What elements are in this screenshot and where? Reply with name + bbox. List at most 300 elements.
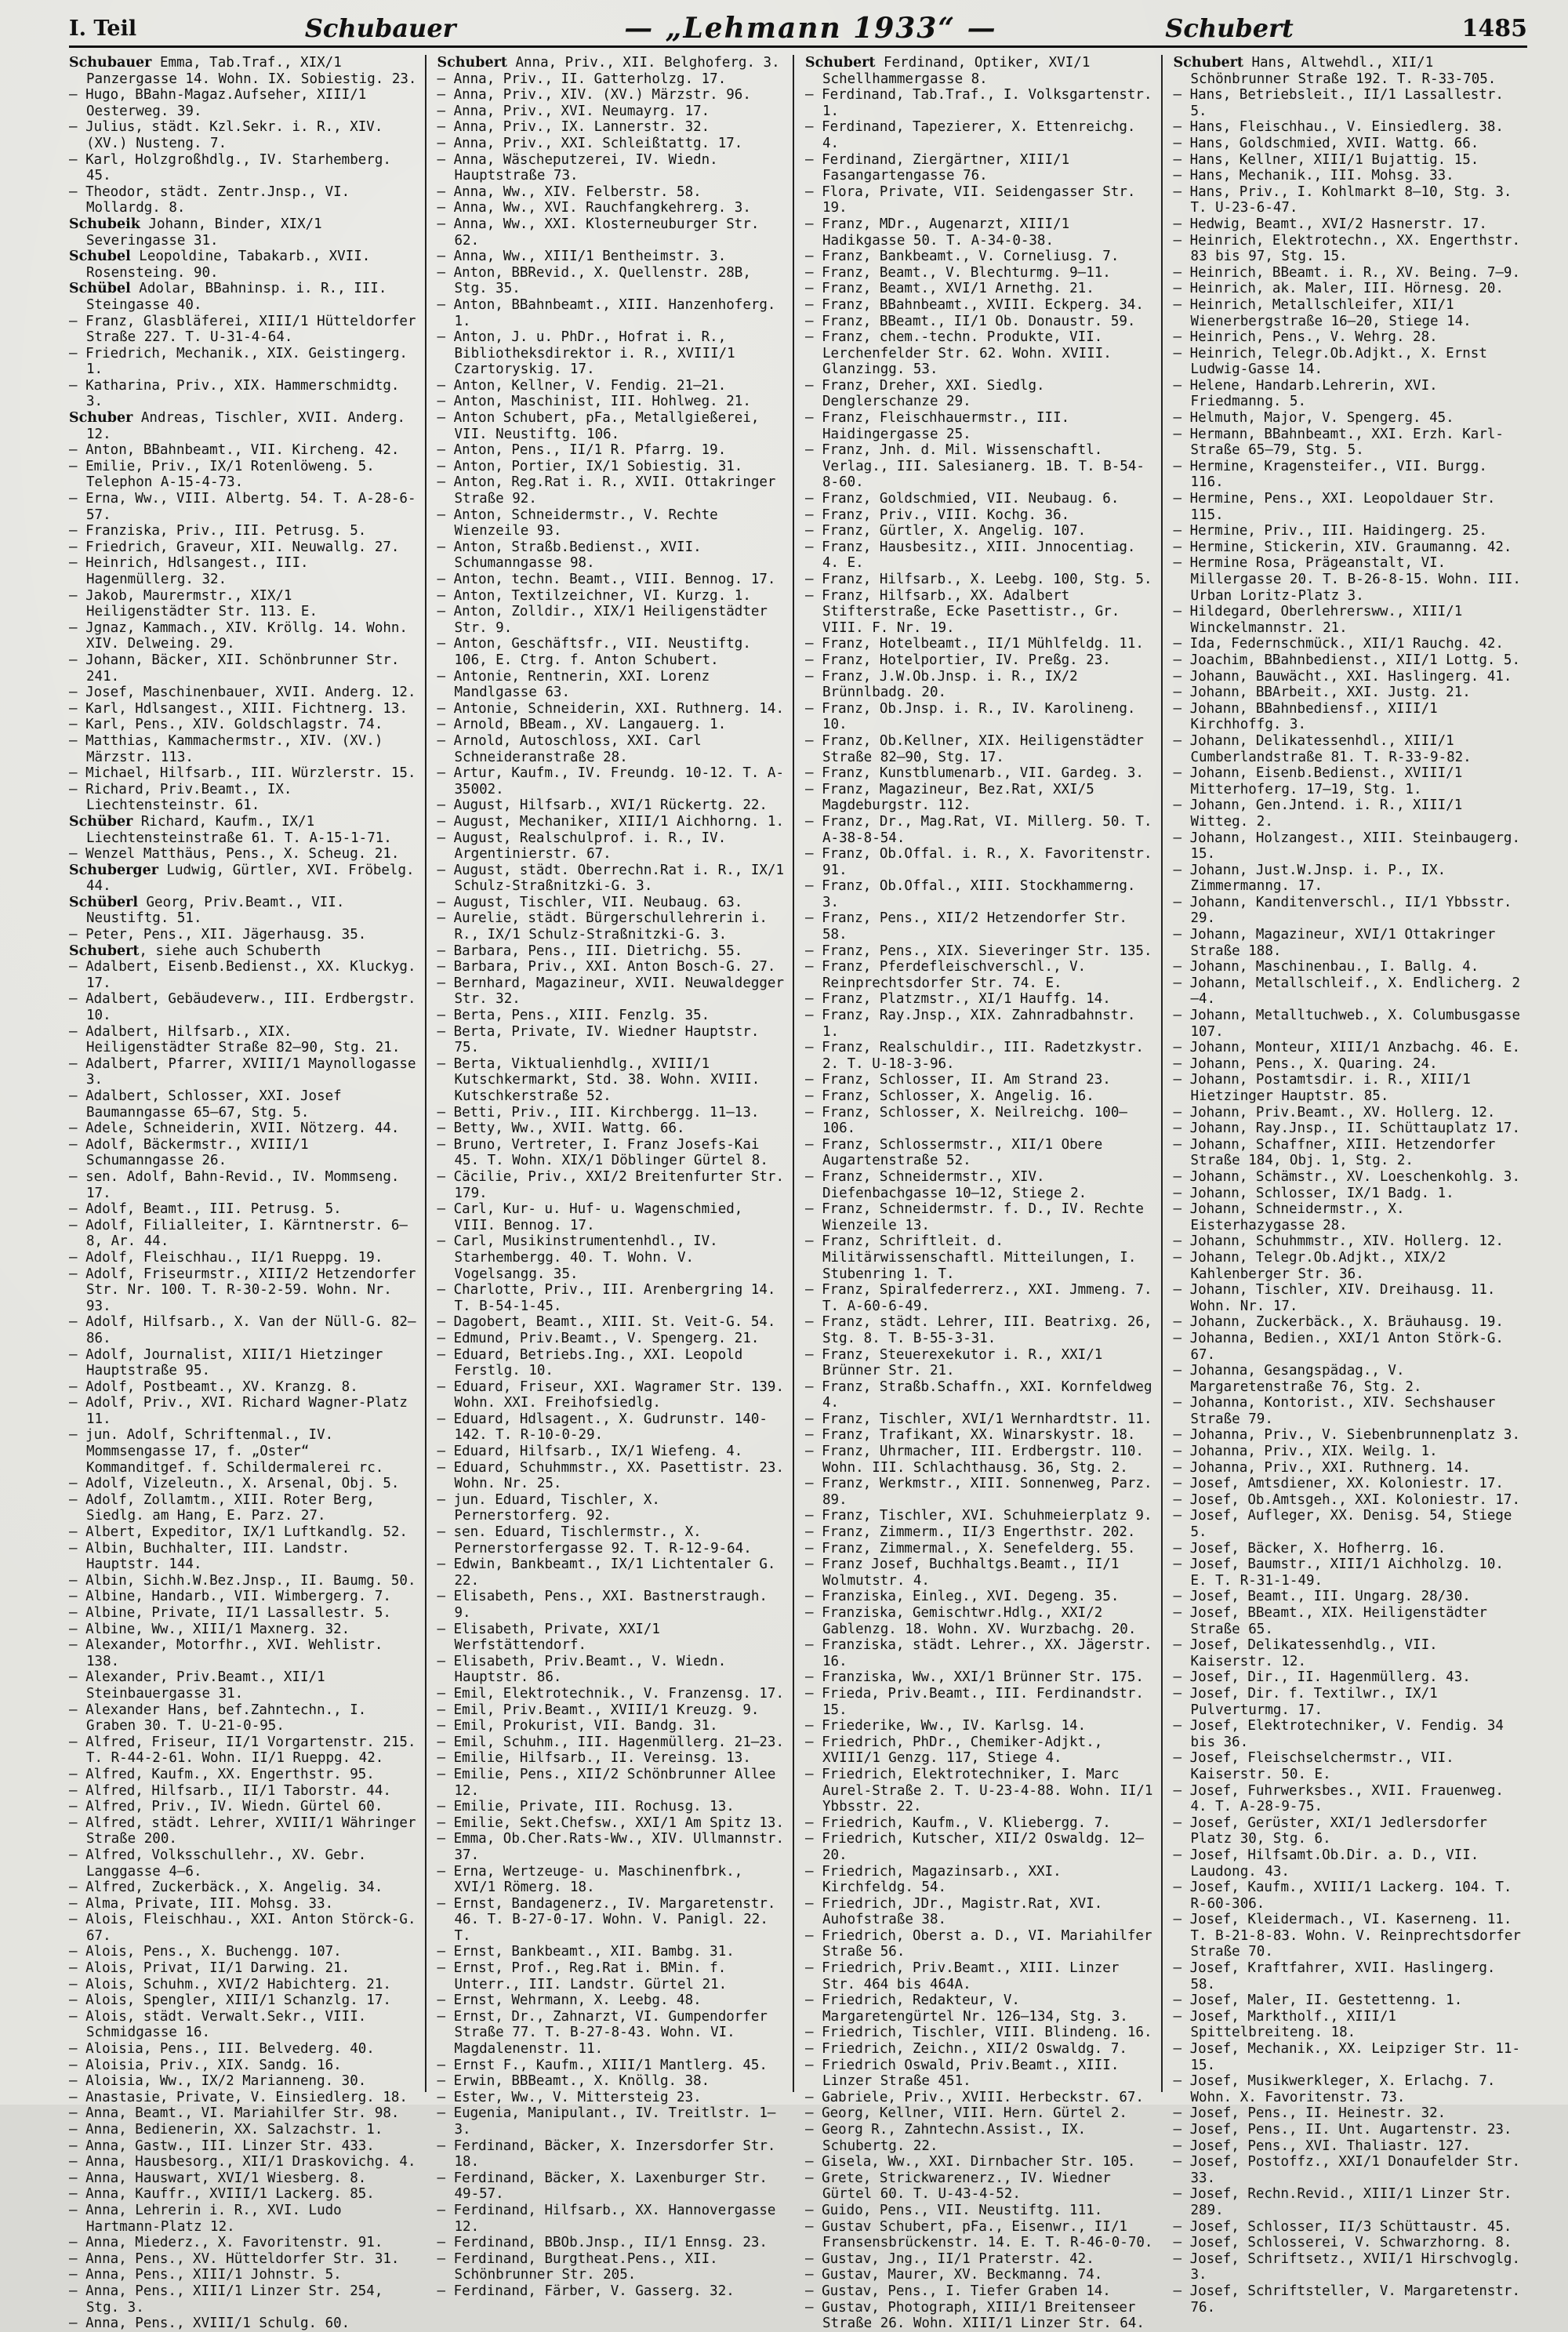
directory-entry <box>1174 1105 1523 1121</box>
directory-entry <box>805 1282 1155 1314</box>
directory-entry <box>437 1556 787 1589</box>
directory-entry <box>437 2283 787 2300</box>
directory-entry <box>437 572 787 588</box>
entry-text: — Alfred, Friseur, II/1 Vorgartenstr. 215. T. R-44-2-61. Wohn. II/1 Rueppg. 42. <box>69 1734 416 1767</box>
entry-text: — Eduard, Schuhmmstr., XX. Pasettistr. 23. Wohn. Nr. 25. <box>437 1459 785 1492</box>
directory-entry <box>69 782 419 814</box>
entry-text: — Aloisia, Priv., XIX. Sandg. 16. <box>69 2057 342 2073</box>
entry-text: — Franz, Realschuldir., III. Radetzkystr. 2. T. U-18-3-96. <box>805 1040 1144 1072</box>
entry-text: — Anna, Priv., XVI. Neumayrg. 17. <box>437 103 710 119</box>
directory-entry <box>805 1444 1155 1476</box>
entry-text: — Erna, Wertzeuge- u. Maschinenfbrk., XVI/1 Römerg. 18. <box>437 1863 743 1896</box>
directory-entry <box>69 539 419 556</box>
entry-text: — August, Hilfsarb., XVI/1 Rückertg. 22. <box>437 797 768 814</box>
entry-text: — Franz, Dreher, XXI. Siedlg. Denglerschanze 29. <box>805 377 1045 410</box>
directory-entry <box>1174 1460 1523 1477</box>
entry-surname: Schuberger <box>69 862 158 878</box>
directory-entry <box>69 314 419 346</box>
directory-entry <box>69 1266 419 1315</box>
entry-text: — Friedrich, Zeichn., XII/2 Oswaldg. 7. <box>805 2041 1127 2058</box>
directory-entry <box>1174 265 1523 282</box>
entry-text: — Franz, Schneidermstr., XIV. Diefenbachgasse 10—12, Stiege 2. <box>805 1168 1087 1201</box>
directory-entry <box>437 2058 787 2074</box>
entry-text: — Alois, Privat, II/1 Darwing. 21. <box>69 1960 350 1977</box>
directory-entry <box>805 2154 1155 2170</box>
entry-text: — Peter, Pens., XII. Jägerhausg. 35. <box>69 927 367 943</box>
directory-entry <box>69 1896 419 1912</box>
entry-text: — Adolf, Journalist, XIII/1 Hietzinger Hauptstraße 95. <box>69 1346 383 1379</box>
entry-text: — Ernst, Prof., Reg.Rat i. BMin. f. Unterr., III. Landstr. Gürtel 21. <box>437 1960 728 1992</box>
entry-text: — Karl, Pens., XIV. Goldschlagstr. 74. <box>69 717 383 733</box>
entry-surname: Schubauer <box>69 55 152 71</box>
directory-entry <box>437 1702 787 1719</box>
entry-text: — Heinrich, BBeamt. i. R., XV. Being. 7—9. <box>1173 264 1521 281</box>
directory-entry <box>805 652 1155 669</box>
entry-text: — Josef, Baumstr., XIII/1 Aichholzg. 10. E. T. R-31-1-49. <box>1173 1556 1504 1589</box>
entry-text: — Hedwig, Beamt., XVI/2 Hasnerstr. 17. <box>1173 216 1487 232</box>
entry-text: — Adele, Schneiderin, XVII. Nötzerg. 44. <box>69 1121 400 1137</box>
entry-text: — Betti, Priv., III. Kirchbergg. 11—13. <box>437 1104 760 1121</box>
entry-text: — Franziska, Einleg., XVI. Degeng. 35. <box>805 1589 1120 1605</box>
directory-entry <box>1174 233 1523 265</box>
directory-entry <box>69 2170 419 2187</box>
entry-text: — Franz, Zimmermal., X. Senefelderg. 55. <box>805 1540 1136 1556</box>
entry-text: — Emil, Prokurist, VII. Bandg. 31. <box>437 1718 718 1734</box>
directory-entry <box>1174 378 1523 410</box>
directory-entry <box>437 2105 787 2138</box>
directory-title: — „Lehmann 1933“ — <box>624 12 997 45</box>
entry-text: — Friedrich, Oberst a. D., VI. Mariahilfer Straße 56. <box>805 1927 1152 1960</box>
entry-text: — Adolf, Priv., XVI. Richard Wagner-Platz 11. <box>69 1395 408 1427</box>
directory-entry <box>69 1783 419 1800</box>
directory-entry <box>437 2009 787 2058</box>
directory-entry <box>1174 2009 1523 2041</box>
entry-text: — Franz, städt. Lehrer, III. Beatrixg. 26, Stg. 8. T. B-55-3-31. <box>805 1314 1152 1346</box>
entry-text: — Josef, Fleischselchermstr., VII. Kaiserstr. 50. E. <box>1173 1750 1454 1782</box>
entry-text: — Franz, Trafikant, XX. Winarskystr. 18. <box>805 1427 1136 1444</box>
directory-entry <box>1174 1250 1523 1282</box>
entry-text: — Johann, Gen.Jntend. i. R., XIII/1 Witteg. 2. <box>1173 797 1463 830</box>
entry-text: — Josef, Elektrotechniker, V. Fendig. 34 bis 36. <box>1173 1718 1504 1750</box>
directory-entry <box>69 717 419 733</box>
entry-text: — Flora, Private, VII. Seidengasser Str. 19. <box>805 183 1136 216</box>
entry-text: — Franz, BBahnbeamt., XVIII. Eckperg. 34. <box>805 296 1144 313</box>
entry-text: — Elisabeth, Private, XXI/1 Werfstättendorf. <box>437 1621 660 1654</box>
entry-text: — Ester, Ww., V. Mittersteig 23. <box>437 2089 702 2105</box>
directory-entry <box>1174 1847 1523 1880</box>
entry-text: — Eduard, Friseur, XXI. Wagramer Str. 139. Wohn. XXI. Freihofsiedlg. <box>437 1378 785 1411</box>
directory-entry <box>805 1411 1155 1428</box>
directory-entry <box>69 1541 419 1573</box>
directory-entry <box>1174 523 1523 539</box>
directory-entry <box>805 1992 1155 2025</box>
entry-text: — Alois, Pens., X. Buchengg. 107. <box>69 1944 342 1960</box>
directory-entry <box>437 507 787 539</box>
entry-text: — Friedrich, PhDr., Chemiker-Adjkt., XVIII/1 Genzg. 117, Stiege 4. <box>805 1734 1103 1767</box>
directory-entry <box>1174 636 1523 652</box>
directory-entry <box>1174 1072 1523 1104</box>
entry-text: — Anton, Geschäftsfr., VII. Neustiftg. 106, E. Ctrg. f. Anton Schubert. <box>437 636 751 668</box>
directory-entry <box>805 846 1155 878</box>
entry-text: — Johann, Schuhmmstr., XIV. Hollerg. 12. <box>1173 1233 1504 1250</box>
entry-text: — Gustav, Pens., I. Tiefer Graben 14. <box>805 2283 1111 2299</box>
directory-entry <box>69 1250 419 1266</box>
directory-entry <box>1174 1815 1523 1847</box>
entry-text: — Adolf, Postbeamt., XV. Kranzg. 8. <box>69 1378 358 1395</box>
directory-entry <box>437 474 787 507</box>
directory-entry <box>437 765 787 797</box>
directory-entry <box>1174 733 1523 765</box>
directory-entry <box>437 2073 787 2090</box>
entry-text: — Anna, Pens., XVIII/1 Schulg. 60. <box>69 2316 350 2332</box>
directory-entry <box>1174 2251 1523 2283</box>
entry-text: — Friedrich, Graveur, XII. Neuwallg. 27. <box>69 539 400 555</box>
directory-entry <box>1174 459 1523 491</box>
directory-entry <box>805 1686 1155 1718</box>
directory-entry <box>1174 1008 1523 1040</box>
directory-entry <box>69 1622 419 1638</box>
directory-entry <box>437 1105 787 1121</box>
directory-entry <box>437 1492 787 1524</box>
directory-entry <box>1174 329 1523 346</box>
entry-text: — Guido, Pens., VII. Neustiftg. 111. <box>805 2202 1103 2218</box>
directory-entry <box>437 1282 787 1314</box>
entry-text: — Anton, Straßb.Bedienst., XVII. Schumanngasse 98. <box>437 539 702 572</box>
directory-entry <box>805 2267 1155 2283</box>
entry-text: — Hans, Kellner, XIII/1 Bujattig. 15. <box>1173 151 1479 168</box>
directory-entry <box>69 1201 419 1218</box>
directory-entry <box>437 152 787 184</box>
directory-column-2 <box>437 55 795 2299</box>
entry-surname: Schüber <box>69 813 133 830</box>
directory-entry <box>69 846 419 863</box>
directory-entry <box>437 119 787 136</box>
entry-text: — Anton, BBahnbeamt., XIII. Hanzenhoferg. 1. <box>437 296 776 329</box>
entry-text: — Franz, Ob.Offal., XIII. Stockhammerng. 3. <box>805 878 1136 910</box>
entry-text: — Franz, Tischler, XVI/1 Wernhardtstr. 11. <box>805 1411 1152 1427</box>
directory-entry <box>437 136 787 152</box>
entry-text: — Emilie, Priv., IX/1 Rotenlöweng. 5. Telephon A-15-4-73. <box>69 458 375 491</box>
directory-entry <box>437 910 787 943</box>
entry-text: — Julius, städt. Kzl.Sekr. i. R., XIV. (XV.) Nusteng. 7. <box>69 119 383 151</box>
entry-text: — Josef, Schriftsetz., XVII/1 Hirschvoglg. 3. <box>1173 2250 1521 2283</box>
directory-entry <box>69 1702 419 1734</box>
directory-entry <box>69 1169 419 1201</box>
entry-text: — Josef, Dir., II. Hagenmüllerg. 43. <box>1173 1669 1471 1686</box>
directory-entry <box>69 2009 419 2041</box>
directory-entry <box>437 1331 787 1347</box>
directory-entry <box>69 2251 419 2268</box>
directory-entry <box>69 1847 419 1880</box>
directory-entry <box>805 1605 1155 1637</box>
entry-text: — Ferdinand, Hilfsarb., XX. Hannovergasse 12. <box>437 2202 776 2235</box>
directory-entry <box>69 943 419 960</box>
directory-entry <box>69 1573 419 1589</box>
directory-entry <box>69 1137 419 1169</box>
directory-entry <box>69 1379 419 1396</box>
directory-entry <box>805 539 1155 572</box>
entry-text: — Josef, Kraftfahrer, XVII. Haslingerg. 58. <box>1173 1960 1496 1992</box>
directory-entry <box>69 620 419 652</box>
entry-text: — Albine, Handarb., VII. Wimbergerg. 7. <box>69 1589 391 1605</box>
directory-entry <box>69 1024 419 1056</box>
entry-text: — Johanna, Priv., V. Siebenbrunnenplatz 3. <box>1173 1427 1521 1444</box>
directory-entry <box>805 1589 1155 1605</box>
entry-text: — Josef, Gerüster, XXI/1 Jedlersdorfer Platz 30, Stg. 6. <box>1173 1814 1487 1847</box>
entry-text: — Franz, Uhrmacher, III. Erdbergstr. 110. Wohn. III. Schlachthausg. 36, Stg. 2. <box>805 1444 1144 1476</box>
entry-text: — Franz, Spiralfederrerz., XXI. Jmmeng. 7. T. A-60-6-49. <box>805 1282 1152 1314</box>
entry-text: — Hans, Betriebsleit., II/1 Lassallestr. 5. <box>1173 87 1504 119</box>
directory-entry <box>805 991 1155 1008</box>
directory-entry <box>437 1831 787 1863</box>
directory-entry <box>437 265 787 297</box>
entry-surname: Schubeik <box>69 216 140 232</box>
entry-text: — Gisela, Ww., XXI. Dirnbacher Str. 105. <box>805 2154 1136 2170</box>
entry-text: — Hans, Mechanik., III. Mohsg. 33. <box>1173 168 1454 184</box>
entry-text: — Frieda, Priv.Beamt., III. Ferdinandstr. 15. <box>805 1685 1144 1718</box>
entry-text: — Joachim, BBahnbedienst., XII/1 Lottg. 5. <box>1173 652 1521 668</box>
directory-entry <box>69 1121 419 1137</box>
entry-text: — Albin, Sichh.W.Bez.Jnsp., II. Baumg. 50. <box>69 1572 416 1589</box>
directory-entry <box>69 1880 419 1896</box>
directory-entry <box>1174 427 1523 459</box>
entry-text: — Friedrich, Magazinsarb., XXI. Kirchfeldg. 54. <box>805 1863 1062 1896</box>
directory-column-4 <box>1173 55 1530 2316</box>
directory-entry <box>69 1395 419 1427</box>
entry-text: — Betty, Ww., XVII. Wattg. 66. <box>437 1121 685 1137</box>
directory-entry <box>805 1508 1155 1524</box>
directory-entry <box>1174 1395 1523 1427</box>
directory-entry <box>1174 281 1523 297</box>
directory-entry <box>1174 184 1523 216</box>
directory-entry <box>805 2170 1155 2203</box>
directory-entry <box>805 410 1155 442</box>
entry-text: — Berta, Private, IV. Wiedner Hauptstr. 75. <box>437 1023 760 1056</box>
entry-text: Richard, Kaufm., IX/1 Liechtensteinstraße 61. T. A-15-1-71. <box>86 813 392 846</box>
entry-text: — Ernst, Dr., Zahnarzt, VI. Gumpendorfer Straße 77. T. B-27-8-43. Wohn. VI. Magdalenenstr. 11. <box>437 2008 768 2058</box>
directory-entry <box>1174 1056 1523 1073</box>
directory-entry <box>805 2058 1155 2090</box>
entry-surname: Schubert <box>805 55 876 71</box>
entry-text: — Anton, techn. Beamt., VIII. Bennog. 17. <box>437 572 776 587</box>
entry-text: — Josef, Amtsdiener, XX. Koloniestr. 17. <box>1173 1476 1504 1492</box>
directory-entry <box>437 1347 787 1379</box>
entry-text: — Josef, Postoffz., XXI/1 Donaufelder Str. 33. <box>1173 2154 1521 2186</box>
directory-entry <box>805 878 1155 910</box>
directory-entry <box>69 2267 419 2283</box>
directory-entry <box>437 55 787 71</box>
directory-entry <box>437 2235 787 2251</box>
page-header <box>69 11 1527 48</box>
directory-entry <box>805 491 1155 507</box>
entry-text: — Emil, Priv.Beamt., XVIII/1 Kreuzg. 9. <box>437 1702 760 1718</box>
entry-text: — Heinrich, Hdlsangest., III. Hagenmüllerg. 32. <box>69 555 309 587</box>
entry-text: — Anton, Textilzeichner, VI. Kurzg. 1. <box>437 587 751 604</box>
entry-text: — Jakob, Maurermstr., XIX/1 Heiligenstädter Str. 113. E. <box>69 587 318 620</box>
entry-text: — Hans, Fleischhau., V. Einsiedlerg. 38. <box>1173 119 1504 136</box>
directory-entry <box>805 1831 1155 1863</box>
entry-text: — Johanna, Priv., XIX. Weilg. 1. <box>1173 1444 1438 1460</box>
entry-text: — Johann, Zuckerbäck., X. Bräuhausg. 19. <box>1173 1314 1504 1331</box>
entry-text: — Anna, Miederz., X. Favoritenstr. 91. <box>69 2235 383 2251</box>
entry-text: — Berta, Viktualienhdlg., XVIII/1 Kutschkermarkt, Std. 38. Wohn. XVIII. Kutschkerstraße 52. <box>437 1055 760 1104</box>
directory-entry <box>437 1960 787 1992</box>
entry-text: — Josef, Ob.Amtsgeh., XXI. Koloniestr. 17. <box>1173 1491 1521 1508</box>
directory-entry <box>437 1460 787 1492</box>
directory-entry <box>69 2073 419 2090</box>
directory-entry <box>805 2300 1155 2332</box>
directory-entry <box>805 1524 1155 1541</box>
directory-entry <box>69 1056 419 1088</box>
entry-text: — Johann, Monteur, XIII/1 Anzbachg. 46. E. <box>1173 1040 1521 1056</box>
directory-entry <box>437 410 787 442</box>
directory-entry <box>437 975 787 1008</box>
directory-entry <box>805 523 1155 539</box>
entry-text: — Alfred, Priv., IV. Wiedn. Gürtel 60. <box>69 1799 383 1815</box>
entry-text: — Johann, Magazineur, XVI/1 Ottakringer Straße 188. <box>1173 927 1496 959</box>
entry-text: — August, Realschulprof. i. R., IV. Argentinierstr. 67. <box>437 830 727 863</box>
entry-text: — Heinrich, Telegr.Ob.Adjkt., X. Ernst Ludwig-Gasse 14. <box>1173 345 1487 378</box>
entry-text: — Albine, Ww., XIII/1 Maxnerg. 32. <box>69 1621 350 1637</box>
directory-entry <box>437 1137 787 1169</box>
directory-entry <box>69 733 419 765</box>
entry-text: — Aloisia, Ww., IX/2 Marianneng. 30. <box>69 2073 367 2090</box>
entry-text: — Aloisia, Pens., III. Belvederg. 40. <box>69 2041 375 2058</box>
entry-text: — Katharina, Priv., XIX. Hammerschmidtg. 3. <box>69 377 400 410</box>
directory-entry <box>1174 1282 1523 1314</box>
directory-entry <box>437 1121 787 1137</box>
entry-text: — Friedrich, Kaufm., V. Kliebergg. 7. <box>805 1814 1111 1831</box>
directory-entry <box>69 216 419 249</box>
entry-text: — Josef, BBeamt., XIX. Heiligenstädter Straße 65. <box>1173 1605 1487 1637</box>
directory-entry <box>69 685 419 701</box>
entry-text: — Franz, Hilfsarb., X. Leebg. 100, Stg. 5. <box>805 572 1152 587</box>
directory-entry <box>69 152 419 184</box>
directory-entry <box>437 830 787 863</box>
directory-entry <box>1174 652 1523 669</box>
directory-entry <box>437 2251 787 2283</box>
directory-entry <box>69 1992 419 2009</box>
directory-entry <box>69 1492 419 1524</box>
directory-entry <box>805 1040 1155 1072</box>
directory-entry <box>437 539 787 572</box>
directory-entry <box>805 782 1155 814</box>
entry-text: — Franziska, Ww., XXI/1 Brünner Str. 175. <box>805 1669 1144 1686</box>
directory-entry <box>437 1767 787 1799</box>
entry-text: — Georg, Kellner, VIII. Hern. Gürtel 2. <box>805 2105 1127 2122</box>
directory-entry <box>437 329 787 378</box>
entry-text: — Alma, Private, III. Mohsg. 33. <box>69 1895 334 1912</box>
directory-entry <box>437 1992 787 2009</box>
directory-entry <box>69 378 419 410</box>
entry-text: — Hans, Priv., I. Kohlmarkt 8—10, Stg. 3. T. U-23-6-47. <box>1173 183 1512 216</box>
directory-entry <box>1174 555 1523 604</box>
directory-entry <box>69 1637 419 1669</box>
entry-text: — Franz, Ray.Jnsp., XIX. Zahnradbahnstr. 1. <box>805 1008 1136 1040</box>
entry-text: — Alexander Hans, bef.Zahntechn., I. Graben 30. T. U-21-0-95. <box>69 1702 367 1734</box>
entry-text: — Josef, Rechn.Revid., XIII/1 Linzer Str. 289. <box>1173 2186 1512 2218</box>
directory-entry <box>805 249 1155 265</box>
directory-entry <box>805 636 1155 652</box>
entry-text: — Ferdinand, Bäcker, X. Laxenburger Str. 49-57. <box>437 2170 768 2203</box>
directory-entry <box>1174 168 1523 184</box>
entry-text: — Franz, Schlosser, X. Neilreichg. 100—106. <box>805 1104 1127 1137</box>
directory-entry <box>437 1944 787 1960</box>
directory-entry <box>69 814 419 846</box>
directory-entry <box>1174 1331 1523 1363</box>
directory-entry <box>805 2090 1155 2106</box>
entry-text: Adolar, BBahninsp. i. R., III. Steingasse 40. <box>86 281 387 313</box>
entry-text: — Grete, Strickwarenerz., IV. Wiedner Gürtel 60. T. U-43-4-52. <box>805 2170 1111 2203</box>
directory-entry <box>805 1072 1155 1088</box>
entry-text: — Friedrich, Priv.Beamt., XIII. Linzer Str. 464 bis 464A. <box>805 1960 1120 1992</box>
directory-entry <box>437 2138 787 2170</box>
section-label: I. Teil <box>69 16 137 41</box>
directory-entry <box>1174 1589 1523 1605</box>
entry-text: — Hildegard, Oberlehrersww., XIII/1 Winckelmannstr. 21. <box>1173 604 1463 636</box>
entry-surname: Schübel <box>69 281 131 297</box>
directory-entry <box>69 1977 419 1993</box>
directory-entry <box>1174 797 1523 830</box>
entry-text: — Emma, Ob.Cher.Rats-Ww., XIV. Ullmannstr. 37. <box>437 1831 785 1863</box>
entry-text: — Anna, Ww., XXI. Klosterneuburger Str. 62. <box>437 216 760 249</box>
entry-text: — Jgnaz, Kammach., XIV. Kröllg. 14. Wohn. XIV. Delweing. 29. <box>69 619 408 652</box>
entry-text: — Ferdinand, Burgtheat.Pens., XII. Schönbrunner Str. 205. <box>437 2250 718 2283</box>
directory-entry <box>437 863 787 895</box>
directory-entry <box>437 216 787 249</box>
directory-entry <box>69 281 419 313</box>
entry-text: — Charlotte, Priv., III. Arenbergring 14. T. B-54-1-45. <box>437 1282 776 1314</box>
entry-text: — Elisabeth, Pens., XXI. Bastnerstraugh. 9. <box>437 1589 768 1621</box>
directory-entry <box>805 152 1155 184</box>
directory-entry <box>69 2154 419 2170</box>
directory-entry <box>1174 2235 1523 2251</box>
entry-text: — Matthias, Kammachermstr., XIV. (XV.) Märzstr. 113. <box>69 732 383 765</box>
directory-entry <box>1174 1201 1523 1233</box>
entry-text: — Ferdinand, Tapezierer, X. Ettenreichg. 4. <box>805 119 1136 151</box>
entry-text: — Franz, Werkmstr., XIII. Sonnenweg, Parz. 89. <box>805 1476 1152 1508</box>
directory-entry <box>437 1314 787 1331</box>
entry-text: — Franz, Glasbläferei, XIII/1 Hütteldorfer Straße 227. T. U-31-4-64. <box>69 313 416 346</box>
directory-entry <box>437 1734 787 1751</box>
directory-entry <box>1174 55 1523 87</box>
entry-text: — Johann, Just.W.Jnsp. i. P., IX. Zimmermanng. 17. <box>1173 862 1446 895</box>
directory-entry <box>69 1589 419 1605</box>
directory-entry <box>69 1427 419 1476</box>
entry-text: — Emilie, Private, III. Rochusg. 13. <box>437 1799 735 1815</box>
entry-text: Emma, Tab.Traf., XIX/1 Panzergasse 14. Wohn. IX. Sobiestig. 23. <box>86 55 417 87</box>
directory-entry <box>1174 1444 1523 1460</box>
directory-entry <box>437 1864 787 1896</box>
entry-text: — Josef, Marktholf., XIII/1 Spittelbreiteng. 18. <box>1173 2008 1396 2041</box>
directory-entry <box>805 2041 1155 2058</box>
directory-entry <box>437 297 787 329</box>
entry-text: — Albin, Buchhalter, III. Landstr. Hauptstr. 144. <box>69 1540 350 1573</box>
directory-entry <box>437 104 787 120</box>
page-number: 1485 <box>1461 14 1527 42</box>
directory-entry <box>437 1622 787 1654</box>
directory-entry <box>1174 765 1523 797</box>
directory-entry <box>69 2138 419 2155</box>
directory-entry <box>805 2025 1155 2041</box>
entry-text: — Johann, Bäcker, XII. Schönbrunner Str. 241. <box>69 652 400 685</box>
directory-entry <box>805 733 1155 765</box>
directory-entry <box>805 1767 1155 1815</box>
entry-text: — Ida, Federnschmück., XII/1 Rauchg. 42. <box>1173 636 1504 652</box>
directory-entry <box>1174 152 1523 169</box>
directory-entry <box>1174 539 1523 556</box>
directory-entry <box>69 652 419 685</box>
